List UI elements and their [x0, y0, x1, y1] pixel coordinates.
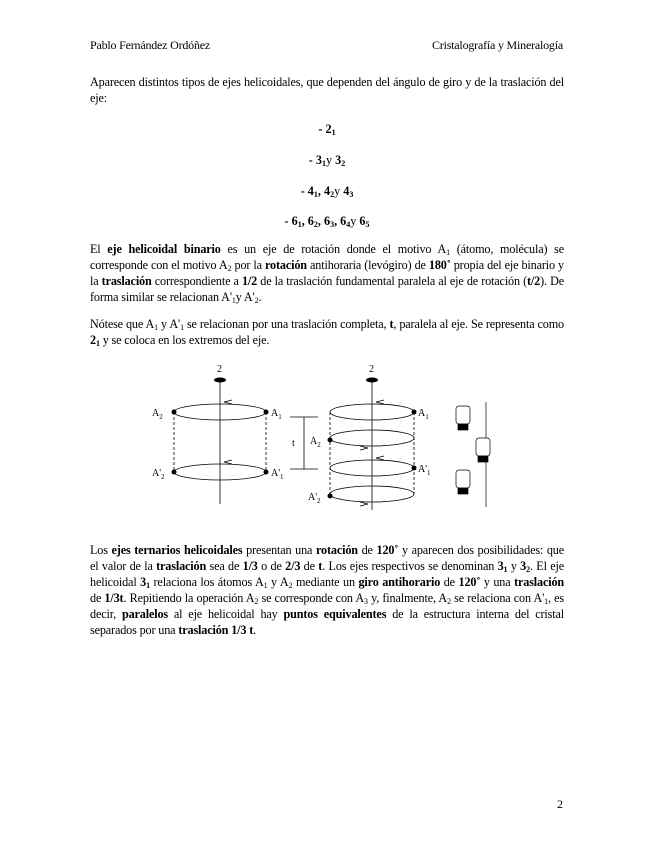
axis-item-6: - $6_1$, $6_2$, $6_3$, $6_4y$ $6_5$	[284, 214, 370, 229]
translation-label: t	[292, 438, 295, 449]
label-a2-bottom: $A'_2$	[152, 468, 165, 481]
hand-icon	[456, 402, 490, 507]
header-author: Pablo Fernández Ordóñez	[90, 38, 211, 52]
axis-item-2: - $2_1$	[318, 122, 336, 137]
twofold-screw-symbol-right	[366, 378, 378, 383]
axis-item-4: - $4_1$, $4_2y$ $4_3$	[300, 184, 354, 199]
axis-label-left: 2	[217, 364, 222, 375]
label-a2-top: $A_2$	[152, 408, 163, 421]
binary-axis-paragraph: El eje helicoidal binario es un eje de rotación donde el motivo $A_1$ (átomo, molécula) se corresponde con el motivo $A_2$ por la rotación antihoraria (levógiro) de 180˚ propia del eje binario y la traslación correspondiente a 1/2 de la traslación fundamental paralela al eje de rotación (t/2). De forma similar se relacionan $A'_1y$ $A'_2$.	[90, 242, 564, 305]
intro-paragraph: Aparecen distintos tipos de ejes helicoidales, que dependen del ángulo de giro y de la traslación del eje:	[90, 75, 564, 105]
axis-label-right: 2	[369, 364, 374, 375]
ternary-axis-paragraph: Los ejes ternarios helicoidales presentan una rotación de 120˚ y aparecen dos posibilidades: que el valor de la traslación sea de 1/3 o de 2/3 de t. Los ejes respectivos se denominan $3_1$ y $3_2$. El eje helicoidal $3_1$ relaciona los átomos $A_1$ y $A_2$ mediante un giro antihorario de 120˚ y una traslación de 1/3t. Repitiendo la operación $A_2$ se corresponde con $A_3$ y, finalmente, $A_2$ se relaciona con $A'_1$, es decir, paralelos al eje helicoidal hay puntos equivalentes de la estructura interna del cristal separados por una traslación 1/3 t.	[90, 543, 565, 637]
page-number: 2	[557, 797, 563, 811]
note-paragraph: Nótese que $A_1$ y $A'_1$ se relacionan por una traslación completa, t, paralela al eje. Se representa como $2_1$ y se coloca en los extremos del eje.	[90, 317, 564, 348]
left-diagram	[174, 378, 266, 504]
twofold-symbol-left	[214, 378, 226, 383]
label-right-a2: $A_2$	[310, 436, 321, 449]
label-right-a2-prime: $A'_2$	[308, 492, 321, 505]
header-subject: Cristalografía y Mineralogía	[431, 38, 563, 52]
axis-item-3: - $3_1y$ $3_2$	[308, 153, 346, 168]
label-a1-bottom: $A'_1$	[271, 468, 284, 481]
label-right-a1: $A_1$	[418, 408, 429, 421]
label-a1-top: $A_1$	[271, 408, 282, 421]
right-diagram	[330, 378, 414, 510]
label-right-a1-prime: $A'_1$	[418, 464, 431, 477]
helicoidal-axis-figure	[150, 362, 500, 522]
